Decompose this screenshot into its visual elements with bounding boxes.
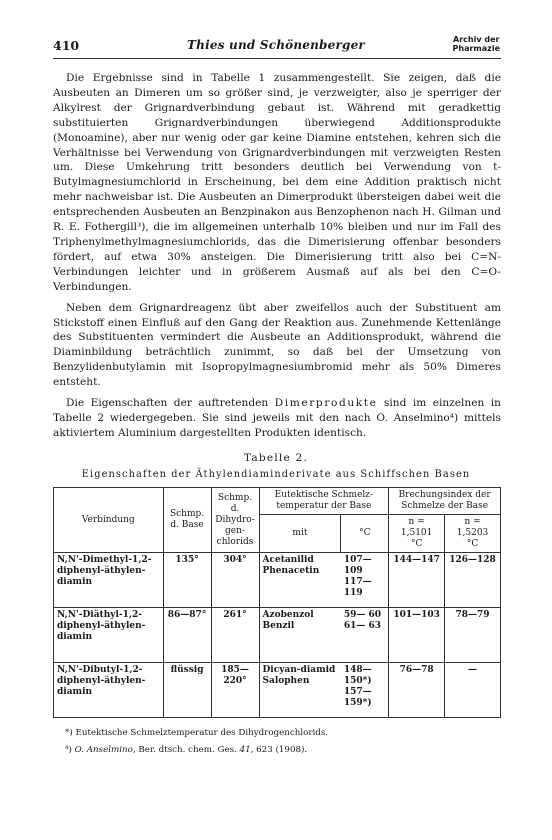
mix-partner-2: Salophen <box>262 676 310 686</box>
properties-table <box>53 487 501 718</box>
col-mp-base: Schmp. d. Base <box>163 488 211 553</box>
mix-partner-2: Phenacetin <box>262 566 320 576</box>
refraction-n1: 144—147 <box>389 553 445 608</box>
header-rule <box>53 58 501 59</box>
col-with: mit <box>259 515 341 553</box>
refraction-n2: 78—79 <box>445 608 501 663</box>
footnote-star: *) Eutektische Schmelztemperatur des Dihydrogenchlorids. <box>65 728 329 738</box>
col-deg-c: °C <box>341 515 389 553</box>
paragraph-3-start: Die Eigenschaften der auftretenden <box>66 397 275 410</box>
mix-temps <box>341 663 389 718</box>
journal-line-2: Pharmazie <box>452 44 500 53</box>
mix-temp-2: 157—159*) <box>343 687 372 708</box>
col-n2-value: n = 1,5203 <box>456 517 489 538</box>
col-n2-unit: °C <box>466 539 479 549</box>
paragraph-3 <box>53 396 501 441</box>
mix-temp-2: 117—119 <box>343 577 372 598</box>
mix-temps <box>341 553 389 608</box>
mix-partners <box>259 553 341 608</box>
mp-hcl: 185—220° <box>211 663 259 718</box>
page-number: 410 <box>53 38 80 53</box>
compound-name: N,N'-Dimethyl-1,2-diphenyl-äthylen-diamin <box>54 553 164 608</box>
refraction-n2: 126—128 <box>445 553 501 608</box>
col-n1-unit: °C <box>410 539 423 549</box>
refraction-n2: — <box>445 663 501 718</box>
col-compound: Verbindung <box>54 488 164 553</box>
paragraph-3-end: sind im einzelnen in Tabelle 2 wiedergegeben. Sie sind jeweils mit den nach O. Anselmino⁴) mittels aktiviertem Aluminium dargestellten Produkten identisch. <box>53 397 501 439</box>
compound-name: N,N'-Diäthyl-1,2-diphenyl-äthylen-diamin <box>54 608 164 663</box>
mp-hcl: 261° <box>211 608 259 663</box>
table-caption: Tabelle 2. <box>243 452 309 464</box>
col-n2 <box>445 515 501 553</box>
compound-name: N,N'-Dibutyl-1,2-diphenyl-äthylen-diamin <box>54 663 164 718</box>
mp-hcl: 304° <box>211 553 259 608</box>
table-row <box>54 608 501 663</box>
mix-partner-1: Acetanilid <box>262 555 314 565</box>
paragraph-3-emphasis: Dimerprodukte <box>274 397 378 410</box>
footnote-4-volume: 41, <box>239 745 254 755</box>
paragraph-2: Neben dem Grignardreagenz übt aber zweifellos auch der Substituent am Stickstoff einen Einfluß auf den Gang der Reaktion aus. Zunehmende Kettenlänge des Substituenten vermindert die Ausbeute an Additionsprodukt, während die Diaminbildung beträchtlich zunimmt, so daß bei der Umsetzung von Benzylidenbutylamin mit Isopropylmagnesiumbromid mehr als 50% Dimeres entsteht. <box>53 301 501 389</box>
mix-temp-1: 59— 60 <box>343 610 382 620</box>
mix-temp-2: 61— 63 <box>343 621 382 631</box>
mix-partners <box>259 608 341 663</box>
mp-base: 135° <box>163 553 211 608</box>
footnote-4 <box>65 745 307 755</box>
body-text <box>53 71 501 447</box>
footnote-4-mark: ⁴) <box>65 745 72 755</box>
col-n1 <box>389 515 445 553</box>
mp-base: 86—87° <box>163 608 211 663</box>
mix-partner-1: Azobenzol <box>262 610 314 620</box>
col-mp-dihydro: Schmp. d. Dihydro- gen- chlorids <box>211 488 259 553</box>
refraction-n1: 76—78 <box>389 663 445 718</box>
table-row <box>54 663 501 718</box>
running-title: Thies und Schönenberger <box>187 38 365 52</box>
mix-partner-2: Benzil <box>262 621 295 631</box>
mix-partners <box>259 663 341 718</box>
journal-name <box>453 35 500 53</box>
table-row <box>54 553 501 608</box>
footnote-4-author: O. Anselmino, <box>74 745 136 755</box>
col-refraction: Brechungsindex der Schmelze der Base <box>389 488 501 515</box>
mix-temp-1: 148—150*) <box>343 665 372 686</box>
mp-base: flüssig <box>163 663 211 718</box>
col-n1-value: n = 1,5101 <box>400 517 433 538</box>
footnote-4-rest: 623 (1908). <box>253 745 308 755</box>
mix-temps <box>341 608 389 663</box>
paragraph-1: Die Ergebnisse sind in Tabelle 1 zusammengestellt. Sie zeigen, daß die Ausbeuten an Dimeren um so größer sind, je verzweigter, also je sperriger der Alkylrest der Grignardverbindung gebaut ist. Während mit geradkettig substituierten Grignardverbindungen überwiegend Additionsprodukte (Monoamine), aber nur wenig oder gar keine Diamine entstehen, kehren sich die Verhältnisse bei Verwendung von Grignardverbindungen mit verzweigten Resten um. Diese Umkehrung tritt besonders deutlich bei Verwendung von t-Butylmagnesiumchlorid in Erscheinung, bei dem eine Addition praktisch nicht mehr nachweisbar ist. Die Ausbeuten an Dimerprodukt übersteigen dabei weit die entsprechenden Ausbeuten an Benzpinakon aus Benzophenon nach H. Gilman und R. E. Fothergill³), die im allgemeinen unterhalb 10% bleiben und nur im Fall des Triphenylmethylmagnesiumchlorids, das die Dimerisierung offenbar besonders fördert, auf etwa 30% ansteigen. Die Dimerisierung tritt also bei C=N-Verbindungen leichter und in größerem Ausmaß auf als bei den C=O-Verbindungen. <box>53 72 501 293</box>
mix-temp-1: 107—109 <box>343 555 372 576</box>
mix-partner-1: Dicyan-diamid <box>262 665 336 675</box>
col-eutectic: Eutektische Schmelz- temperatur der Base <box>259 488 389 515</box>
table-title: Eigenschaften der Äthylendiaminderivate aus Schiffschen Basen <box>81 469 471 480</box>
journal-line-1: Archiv der <box>453 35 500 44</box>
footnote-4-journal: Ber. dtsch. chem. Ges. <box>135 745 240 755</box>
refraction-n1: 101—103 <box>389 608 445 663</box>
table-header-row <box>54 488 501 515</box>
